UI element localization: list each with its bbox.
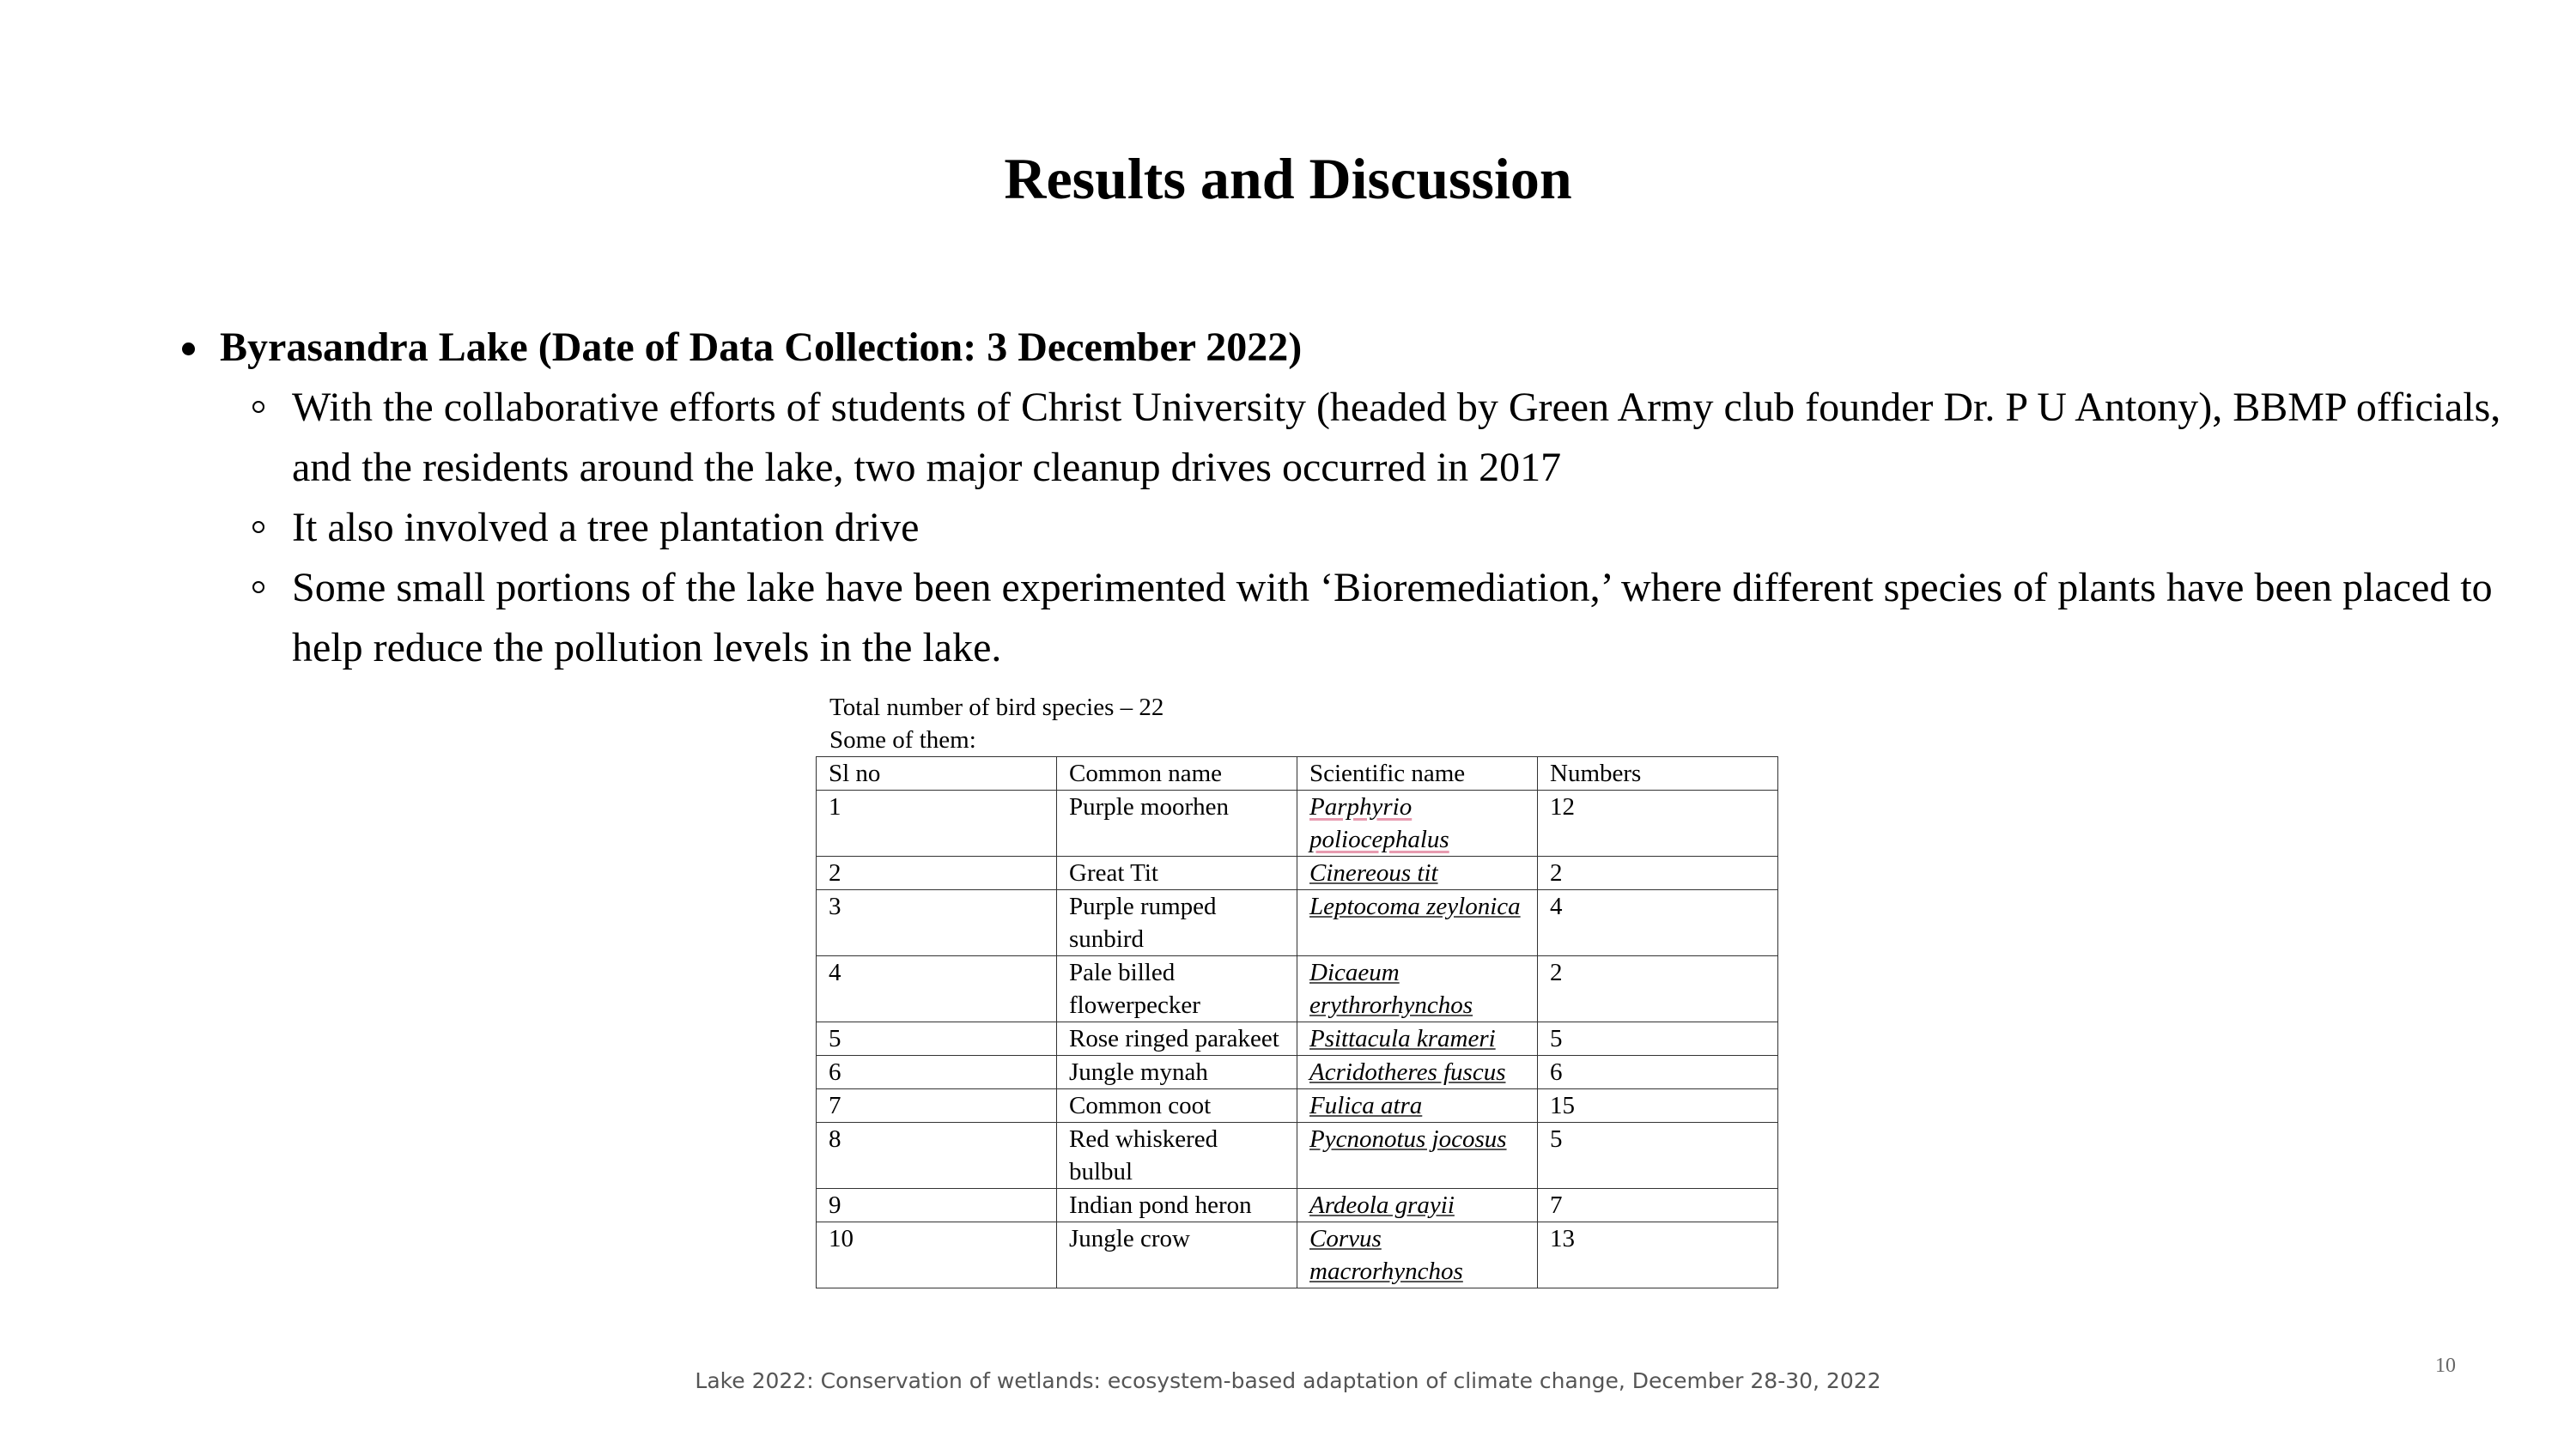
scientific-name: Fulica atra [1309,1092,1423,1119]
scientific-name: Ardeola grayii [1309,1191,1455,1219]
cell-number: 15 [1538,1089,1778,1123]
header-scientific-name: Scientific name [1297,757,1538,791]
cell-number: 5 [1538,1022,1778,1056]
cell-number: 7 [1538,1189,1778,1222]
scientific-name: Parphyrio poliocephalus [1309,793,1449,853]
cell-sl: 3 [817,890,1057,956]
cell-sl: 5 [817,1022,1057,1056]
cell-scientific [1297,890,1538,956]
sub-bullet-plantation: It also involved a tree plantation drive [182,498,2569,558]
cell-scientific [1297,1222,1538,1288]
scientific-name: Acridotheres fuscus [1309,1058,1506,1086]
cell-sl: 9 [817,1189,1057,1222]
scientific-name: Leptocoma zeylonica [1309,893,1521,920]
cell-scientific [1297,1189,1538,1222]
cell-common: Jungle mynah [1057,1056,1297,1089]
table-row [817,890,1778,956]
cell-sl: 10 [817,1222,1057,1288]
cell-common: Common coot [1057,1089,1297,1123]
table-row [817,1189,1778,1222]
cell-sl: 4 [817,956,1057,1022]
cell-common: Great Tit [1057,857,1297,890]
some-of-them-line: Some of them: [829,726,976,754]
table-row [817,1022,1778,1056]
header-numbers: Numbers [1538,757,1778,791]
cell-number: 4 [1538,890,1778,956]
cell-number: 6 [1538,1056,1778,1089]
cell-sl: 2 [817,857,1057,890]
cell-common: Indian pond heron [1057,1189,1297,1222]
header-sl-no: Sl no [817,757,1057,791]
sub-bullet-bioremediation: Some small portions of the lake have been experimented with ‘Bioremediation,’ where different species of plants have been placed to help reduce the pollution levels in the lake. [182,558,2569,678]
slide-title: Results and Discussion [1004,146,1572,211]
cell-common: Rose ringed parakeet [1057,1022,1297,1056]
table-row [817,791,1778,857]
cell-scientific [1297,1123,1538,1189]
table-row [817,1056,1778,1089]
table-row [817,1123,1778,1189]
scientific-name: Psittacula krameri [1309,1025,1496,1052]
cell-common: Pale billed flowerpecker [1057,956,1297,1022]
cell-common: Purple rumped sunbird [1057,890,1297,956]
cell-scientific [1297,1056,1538,1089]
bird-species-table [816,756,1778,1288]
cell-number: 12 [1538,791,1778,857]
cell-common: Red whiskered bulbul [1057,1123,1297,1189]
footer-caption: Lake 2022: Conservation of wetlands: ecosystem-based adaptation of climate change, December 28-30, 2022 [695,1368,1881,1393]
scientific-name: Cinereous tit [1309,859,1438,887]
scientific-name: Pycnonotus jocosus [1309,1125,1507,1153]
cell-scientific [1297,1089,1538,1123]
cell-sl: 7 [817,1089,1057,1123]
cell-sl: 6 [817,1056,1057,1089]
bullet-list [182,318,2569,678]
cell-sl: 1 [817,791,1057,857]
scientific-name: Dicaeum erythrorhynchos [1309,959,1473,1019]
bird-species-table-image [816,691,1777,1288]
page-number: 10 [2435,1355,2456,1377]
total-species-line: Total number of bird species – 22 [829,694,1164,721]
cell-scientific [1297,956,1538,1022]
cell-common: Jungle crow [1057,1222,1297,1288]
cell-scientific [1297,791,1538,857]
sub-bullet-cleanup: With the collaborative efforts of students of Christ University (headed by Green Army club founder Dr. P U Antony), BBMP officials, and the residents around the lake, two major cleanup drives occurred in 2017 [182,378,2569,498]
table-row [817,1222,1778,1288]
cell-common: Purple moorhen [1057,791,1297,857]
cell-number: 5 [1538,1123,1778,1189]
cell-number: 13 [1538,1222,1778,1288]
header-common-name: Common name [1057,757,1297,791]
cell-number: 2 [1538,956,1778,1022]
table-header-row [817,757,1778,791]
cell-number: 2 [1538,857,1778,890]
scientific-name: Corvus macrorhynchos [1309,1225,1463,1285]
table-row [817,956,1778,1022]
section-heading: Byrasandra Lake (Date of Data Collection: 3 December 2022) [182,318,2569,378]
table-row [817,1089,1778,1123]
table-row [817,857,1778,890]
cell-sl: 8 [817,1123,1057,1189]
cell-scientific [1297,857,1538,890]
cell-scientific [1297,1022,1538,1056]
